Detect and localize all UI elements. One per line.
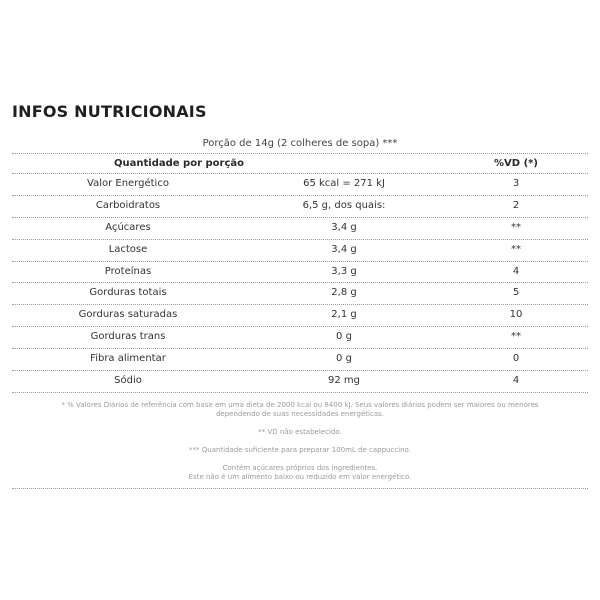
table-row <box>12 240 588 262</box>
table-row <box>12 196 588 218</box>
table-row <box>12 283 588 305</box>
nutrient-name: Açúcares <box>105 221 151 233</box>
footnote-vd <box>12 401 588 419</box>
nutrient-quantity: 3,4 g <box>331 243 357 255</box>
table-row <box>12 327 588 349</box>
nutrient-vd: ** <box>511 331 521 343</box>
nutrient-vd: 3 <box>512 178 520 189</box>
nutrient-quantity: 2,8 g <box>331 287 357 299</box>
table-row <box>12 305 588 327</box>
nutrient-vd: ** <box>511 243 521 255</box>
nutrient-name: Fibra alimentar <box>90 353 166 365</box>
table-row <box>12 262 588 284</box>
table-row <box>12 371 588 393</box>
table-row <box>12 218 588 240</box>
nutrient-name: Gorduras saturadas <box>78 309 178 321</box>
footnote-vd-line1: * % Valores Diários de referência com base em uma dieta de 2000 kcal ou 8400 kJ. Seus valores diários podem ser maiores ou menores <box>61 400 539 409</box>
header-quantity-per-portion: Quantidade por porção <box>114 158 244 169</box>
nutrient-vd: 10 <box>509 309 523 321</box>
table-row <box>12 174 588 196</box>
nutrient-quantity: 6,5 g, dos quais: <box>302 199 386 211</box>
nutrient-name: Sódio <box>114 375 142 387</box>
nutrient-quantity: 0 g <box>336 353 352 365</box>
nutrient-vd: 4 <box>512 375 520 387</box>
footnote-not-established: ** VD não estabelecido. <box>258 427 342 436</box>
nutrient-quantity: 3,3 g <box>331 265 357 277</box>
nutrient-name: Lactose <box>108 243 148 255</box>
nutrient-vd: ** <box>511 221 521 233</box>
nutrient-vd: 0 <box>512 353 520 365</box>
nutrient-name: Valor Energético <box>87 178 169 189</box>
footnote-vd-line2: dependendo de suas necessidades energéticas. <box>215 409 385 418</box>
page-title: INFOS NUTRICIONAIS <box>12 102 207 121</box>
footnotes <box>12 401 588 489</box>
table-row <box>12 349 588 371</box>
nutrient-name: Gorduras totais <box>89 287 167 299</box>
nutrient-vd: 2 <box>512 199 520 211</box>
header-vd: %VD (*) <box>494 158 538 169</box>
nutrient-quantity: 65 kcal = 271 kJ <box>303 178 385 189</box>
nutrient-name: Gorduras trans <box>90 331 166 343</box>
nutrient-name: Carboidratos <box>95 199 161 211</box>
nutrition-table <box>12 135 588 489</box>
nutrient-quantity: 0 g <box>336 331 352 343</box>
portion-size: Porção de 14g (2 colheres de sopa) *** <box>12 135 588 154</box>
footnote-sufficient: *** Quantidade suficiente para preparar 100mL de cappuccino. <box>189 445 411 454</box>
nutrient-quantity: 3,4 g <box>331 221 357 233</box>
nutrient-vd: 4 <box>512 265 520 277</box>
footnote-sugar-line1: Contém açúcares próprios dos ingredientes. <box>222 463 378 472</box>
footnote-sugar <box>12 464 588 482</box>
nutrient-vd: 5 <box>512 287 520 299</box>
nutrient-name: Proteínas <box>104 265 152 277</box>
header-spacer <box>244 154 444 173</box>
nutrient-quantity: 2,1 g <box>331 309 357 321</box>
table-header <box>12 154 588 174</box>
footnote-sugar-line2: Este não é um alimento baixo ou reduzido em valor energético. <box>188 472 412 481</box>
nutrient-quantity: 92 mg <box>328 375 360 387</box>
